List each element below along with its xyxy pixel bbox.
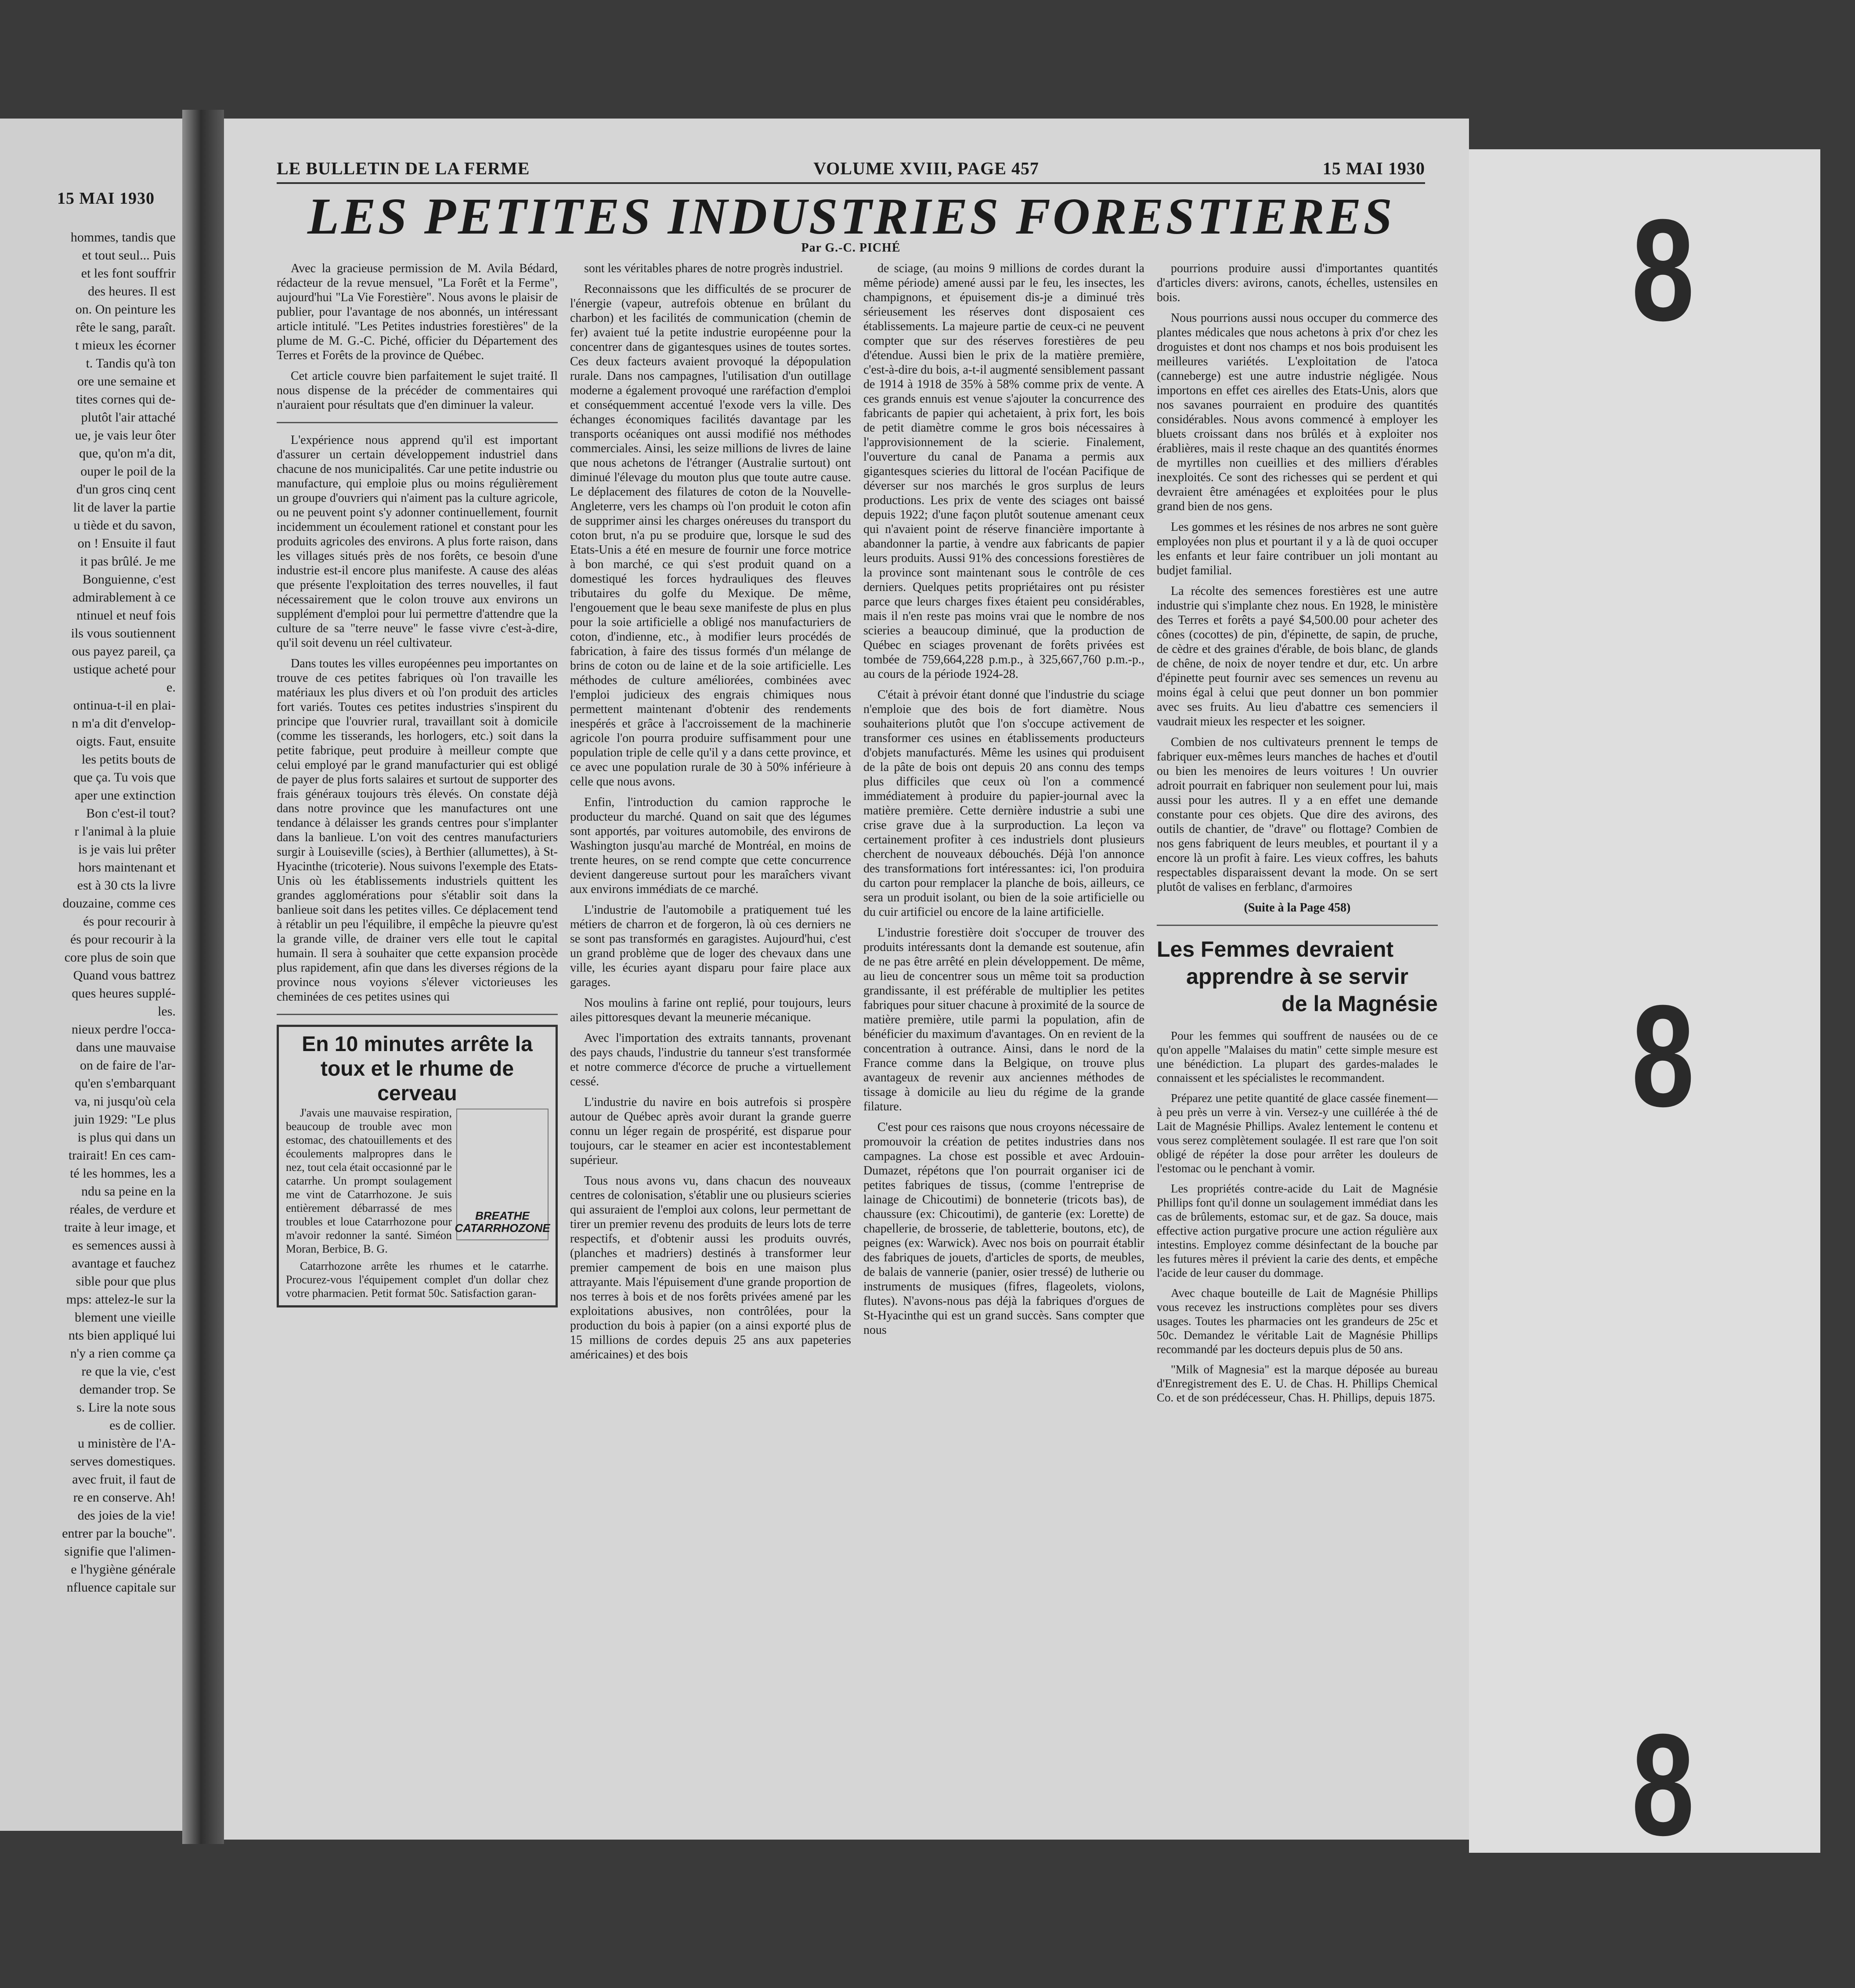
article-columns xyxy=(277,261,1438,1789)
previous-page-line: t mieux les écorner xyxy=(75,338,176,353)
article-title: LES PETITES INDUSTRIES FORESTIERES xyxy=(307,187,1395,245)
previous-page-line: u ministère de l'A- xyxy=(78,1436,176,1451)
previous-page-line: Bon c'est-il tout? xyxy=(86,806,176,821)
previous-page-line: on ! Ensuite il faut xyxy=(77,536,176,551)
magnesia-ad-paragraph: Les propriétés contre-acide du Lait de Magnésie Phillips font qu'il donne un soulagement immédiat dans les cas de brûlements, estomac sur, et de gaz. Sa douce, mais effective action purgative procure une action régulière aux intestins. Employez comme désinfectant de la bouche par les futures mères il prévient la carie des dents, et empêche l'acide de leur causer du dommage. xyxy=(1157,1181,1438,1279)
previous-page-line: ore une semaine et xyxy=(77,374,176,389)
previous-page-line: avantage et fauchez xyxy=(72,1256,176,1271)
previous-page-line: u tiède et du savon, xyxy=(73,518,176,533)
article-paragraph: L'industrie du navire en bois autrefois si prospère autour de Québec après avoir durant la grande guerre connu un léger regain de prospérité, est disparue pour toujours, car le steamer en acier est incontestablement supérieur. xyxy=(570,1095,851,1167)
magnesia-ad-paragraph: Pour les femmes qui souffrent de nausées ou de ce qu'on appelle "Malaises du matin" cette simple mesure est une bénédiction. La plupart des gardes-malades le connaissent et les spécialistes le recommandent. xyxy=(1157,1029,1438,1084)
previous-page-line: on. On peinture les xyxy=(75,302,176,317)
article-paragraph: Dans toutes les villes européennes peu importantes on trouve de ces petites fabriques où l'on travaille les matériaux les plus divers et où l'on produit des articles fort variés. Toutes ces petites industries s'inspirent du principe que l'ouvrier rural, travaillant soit à domicile (comme les tisserands, les horlogers, etc.) soit dans la petite fabrique, peut produire à meilleur compte que celui employé par le grand manufacturier qui est obligé de payer de plus forts salaires et surtout de supporter des frais généraux toujours très élevés. On constate déjà dans notre province que les manufactures ont une tendance à délaisser les grands centres pour s'implanter dans la banlieue. L'on voit des centres manufacturiers surgir à Louiseville (scies), à Berthier (allumettes), à St-Hyacinthe (tricoterie). Nous suivons l'exemple des Etats-Unis où les établissements industriels quittent les grandes agglomérations pour s'établir soit dans la banlieue soit dans les petites villes. Ce déplacement tend à rétablir un peu l'équilibre, il empêche la pieuvre qu'est la grande ville, de drainer vers elle tout le capital humain. Il sera à souhaiter que cette expansion procède plus rapidement, afin que dans les diverses régions de la province nous voyions s'élever victorieuses les cheminées de ces petites usines qui xyxy=(277,656,558,1004)
previous-page-line: signifie que l'alimen- xyxy=(64,1544,176,1559)
magnesia-advertisement xyxy=(1157,936,1438,1405)
previous-page-line: hommes, tandis que xyxy=(70,230,176,245)
article-paragraph: Cet article couvre bien parfaitement le sujet traité. Il nous dispense de la précéder de commentaires qui n'auraient pour résultats que d'en diminuer la valeur. xyxy=(277,369,558,412)
previous-page-line: dans une mauvaise xyxy=(76,1040,176,1055)
previous-page-line: s. Lire la note sous xyxy=(76,1400,176,1415)
previous-page-line: serves domestiques. xyxy=(70,1454,176,1469)
article-paragraph: L'industrie de l'automobile a pratiquement tué les métiers de charron et de forgeron, là où ces derniers ne se sont pas transformés en garagistes. Aujourd'hui, c'est un grand problème que de loger des chevaux dans une ville, les écuries ayant disparu pour faire place aux garages. xyxy=(570,903,851,989)
previous-page-line: avec fruit, il faut de xyxy=(72,1472,176,1487)
article-paragraph: pourrions produire aussi d'importantes quantités d'articles divers: avirons, canots, échelles, ustensiles en bois. xyxy=(1157,261,1438,304)
previous-page-line: aper une extinction xyxy=(75,788,176,803)
previous-page-text xyxy=(0,228,176,1596)
previous-page-line: ndu sa peine en la xyxy=(81,1184,176,1199)
previous-page-line: juin 1929: "Le plus xyxy=(74,1112,176,1127)
film-mark-top: 8 xyxy=(1631,189,1695,351)
article-paragraph: Tous nous avons vu, dans chacun des nouveaux centres de colonisation, s'établir une ou plusieurs scieries qui assuraient de l'emploi aux colons, leur permettant de tirer un premier revenu des produits de leurs lots de terre respectifs, et d'obtenir aussi les produits ouvrés, (planches et madriers) destinés à transformer leur premier campement de bois en une maison plus attrayante. Mais l'épuisement d'une grande proportion de nos terres à bois et de nos forêts privées amené par les exploitations abusives, non contrôlées, pour la production du bois à papier (on a ainsi exporté plus de 15 millions de cordes depuis 25 ans aux papeteries américaines) et des bois xyxy=(570,1174,851,1361)
previous-page-line: is je vais lui prêter xyxy=(78,842,176,857)
previous-page-line: traite à leur image, et xyxy=(64,1220,176,1235)
previous-page-line: nts bien appliqué lui xyxy=(68,1328,176,1343)
previous-page-line: qu'en s'embarquant xyxy=(75,1076,176,1091)
previous-page-line: mps: attelez-le sur la xyxy=(66,1292,176,1307)
previous-page-line: nieux perdre l'occa- xyxy=(72,1022,176,1037)
masthead-publication: LE BULLETIN DE LA FERME xyxy=(277,158,530,178)
magnesia-ad-paragraph: Préparez une petite quantité de glace cassée finement—à peu près un verre à vin. Versez-y une cuillérée à thé de Lait de Magnésie Phillips. Avalez lentement le contenu et vous serez complètement soulagée. Il est rare que l'on soit obligé de répéter la dose pour arrêter les douleurs de l'estomac ou le penchant à vomir. xyxy=(1157,1091,1438,1175)
divider xyxy=(1157,925,1438,926)
previous-page-line: entrer par la bouche". xyxy=(62,1526,176,1541)
catarrhozone-ad-testimonial: J'avais une mauvaise respiration, beaucoup de trouble avec mon estomac, des chatouillements et des écoulements malpropres dans le nez, tout cela était occasionné par le catarrhe. Un prompt soulagement me vint de Catarrhozone. Je suis entièrement débarrassé de mes troubles et loue Catarrhozone pour m'avoir redonner la santé. Siméon Moran, Berbice, B. G. xyxy=(286,1106,452,1255)
article-paragraph: Les gommes et les résines de nos arbres ne sont guère employées non plus et pourtant il y a là de quoi occuper les enfants et leur faire contribuer un joli montant au budjet familial. xyxy=(1157,520,1438,577)
catarrhozone-advertisement xyxy=(277,1025,558,1307)
previous-page-line: et tout seul... Puis xyxy=(82,248,176,263)
previous-page-line: té les hommes, les a xyxy=(70,1166,176,1181)
divider xyxy=(277,1014,558,1015)
book-spine xyxy=(182,110,224,1844)
previous-page-line: ontinua-t-il en plai- xyxy=(73,698,176,713)
previous-page-line: is plus qui dans un xyxy=(77,1130,176,1145)
portrait-illustration xyxy=(456,1109,549,1240)
magnesia-ad-title-line: de la Magnésie xyxy=(1281,991,1438,1016)
article-paragraph: de sciage, (au moins 9 millions de cordes durant la même période) amené aussi par le feu, les insectes, les champignons, et épuisement dis-je a diminué très sérieusement les réserves dont disposaient ces établissements. La majeure partie de ceux-ci ne peuvent compter que sur des réserves forestières de peu d'étendue. Aussi bien le prix de la matière première, c'est-à-dire du bois, a-t-il augmenté sensiblement passant de 1914 à 1918 de 35% à 58% comme prix de vente. A ces grands ennuis est venue s'ajouter la concurrence des fabricants de papier qui achetaient, à prix fort, les bois de petit diamètre comme le gros bois nécessaires à l'approvisionnement de la scierie. Finalement, l'ouverture du canal de Panama a permis aux gigantesques scieries du littoral de l'océan Pacifique de déverser sur nos marchés le gros surplus de leurs productions. Les prix de vente des sciages ont baissé depuis 1922; d'une façon plutôt soutenue amenant ceux qui n'avaient point de réserve financière importante à abandonner la partie, à vendre aux fabricants de papier leurs produits. Aussi 91% des concessions forestières de la province sont maintenant sous le contrôle de ces derniers. Quelques petits propriétaires ont pu résister parce que leurs charges fixes étaient peu considérables, mais il n'en reste pas moins vrai que le nombre de nos scieries a beaucoup diminué, que la production de Québec en sciages provenant de forêts privées est tombée de 759,664,228 p.m.p., à 325,667,760 p.m.-p., au cours de la période 1924-28. xyxy=(863,261,1144,681)
previous-page-line: ques heures supplé- xyxy=(72,986,176,1001)
previous-page-line: n'y a rien comme ça xyxy=(70,1346,176,1361)
illustration-caption: BREATHE CATARRHOZONE xyxy=(455,1209,550,1235)
previous-page-line: és pour recourir à la xyxy=(70,932,176,947)
magnesia-ad-title-line: apprendre à se servir xyxy=(1186,964,1408,989)
divider xyxy=(277,422,558,423)
previous-page-line: douzaine, comme ces xyxy=(62,896,176,911)
article-paragraph: L'expérience nous apprend qu'il est important d'assurer un certain développement industriel dans chacune de nos municipalités. Car une petite industrie ou manufacture, qui emploie plus ou moins régulièrement un groupe d'ouvriers qui n'aiment pas la culture agricole, ou ne peuvent point s'y adonner continuellement, fournit incidemment un écoulement rationel et constant pour les produits agricoles des environs. A plus forte raison, dans les villages situés près de nos forêts, ce besoin d'une industrie est-il encore plus manifeste. A cause des aléas que présente l'exploitation des terres nouvelles, il faut nécessairement que le colon trouve aux environs un supplément d'emploi pour lui permettre d'attendre que la culture de sa "terre neuve" le fasse vivre c'est-à-dire, qu'il soit devenu un réel cultivateur. xyxy=(277,433,558,650)
previous-page-line: tites cornes qui de- xyxy=(76,392,176,407)
catarrhozone-ad-title: En 10 minutes arrête la toux et le rhume de cerveau xyxy=(302,1032,533,1105)
film-target-board xyxy=(1469,149,1820,1866)
magnesia-ad-title xyxy=(1157,936,1438,1017)
previous-page-line: hors maintenant et xyxy=(78,860,176,875)
previous-page-line: t. Tandis qu'à ton xyxy=(86,356,176,371)
previous-page-line: lit de laver la partie xyxy=(73,500,176,515)
article-paragraph: Nous pourrions aussi nous occuper du commerce des plantes médicales que nous achetons à prix d'or chez les droguistes et dont nos champs et nos bois produisent les meilleures variétés. L'exploitation de l'atoca (canneberge) est une autre industrie négligée. Nous importons en effet ces airelles des Etats-Unis, alors que nos savanes pourraient en produire des quantités considérables. Nous avons commencé à employer les bluets croissant dans nos brûlés et à exploiter nos érablières, mais il reste chaque an des quantités énormes de myrtilles non cueillies et des milliers d'érables inexploités. Ce sont des richesses qui se perdent et qui devraient être aménagées et exploitées pour le plus grand bien de nos gens. xyxy=(1157,311,1438,513)
continued-notice: (Suite à la Page 458) xyxy=(1244,900,1351,915)
previous-page-line: plutôt l'air attaché xyxy=(81,410,176,425)
article-paragraph: L'industrie forestière doit s'occuper de trouver des produits intéressants dont la demande est soutenue, afin de ne pas être arrêté en plein développement. De même, au lieu de concentrer sous un même toit sa production grandissante, il est préférable de multiplier les petites fabriques pour situer chacune à proximité de la source de matière première, utile parmi la population, afin de bénéficier du maximum d'avantages. On en revient de la concentration à outrance. Ainsi, dans le nord de la France comme dans la Belgique, on trouve plus avantageux de revenir aux anciennes méthodes de tissage à domicile au lieu du régime de la grande filature. xyxy=(863,926,1144,1113)
previous-page-line: que ça. Tu vois que xyxy=(73,770,176,785)
previous-page-line: Bonguienne, c'est xyxy=(82,572,176,587)
magnesia-ad-paragraph: "Milk of Magnesia" est la marque déposée au bureau d'Enregistrement des E. U. de Chas. H. Phillips Chemical Co. et de son prédécesseur, Chas. H. Phillips, depuis 1875. xyxy=(1157,1362,1438,1404)
newspaper-page xyxy=(224,119,1469,1840)
magnesia-ad-title-line: Les Femmes devraient xyxy=(1157,936,1394,962)
previous-page-line: rête le sang, paraît. xyxy=(76,320,176,335)
previous-page-line: d'un gros cinq cent xyxy=(76,482,176,497)
article-paragraph: La récolte des semences forestières est une autre industrie qui s'implante chez nous. En 1928, le ministère des Terres et forêts a payé $4,500.00 pour acheter des cônes (cocottes) de pin, d'épinette, de sapin, de pruche, de cèdre et des graines d'érable, de bois blanc, de glands de chêne, de noix de noyer tendre et dur, etc. Un arbre d'épinette peut fournir avec ses semences un revenu au moins égal à celui que peut donner un bon pommier avec ses fruits. Au lieu d'abattre ces semenciers il vaudrait mieux les respecter et les soigner. xyxy=(1157,584,1438,728)
previous-page-line: admirablement à ce xyxy=(72,590,176,605)
previous-page-line: ils vous soutiennent xyxy=(71,626,176,641)
previous-page-line: es semences aussi à xyxy=(72,1238,176,1253)
previous-page-line: les. xyxy=(158,1004,176,1019)
article-paragraph: Reconnaissons que les difficultés de se procurer de l'énergie (vapeur, autrefois obtenue en brûlant du charbon) et les facilités de communication (chemin de fer) avaient tué la petite industrie européenne pour la concentrer dans de gigantesques usines de toutes sortes. Ces deux facteurs avaient provoqué la dépopulation rurale. Dans nos campagnes, l'utilisation d'un outillage moderne a également provoqué une raréfaction d'emploi et conséquemment accentué l'exode vers la ville. Des échanges économiques facilités davantage par les transports océaniques ont aussi modifié nos méthodes commerciales. Ainsi, les seize millions de livres de laine que nous achetons de l'étranger (Australie surtout) ont diminué l'élevage du mouton plus que toute autre cause. Le déplacement des filatures de coton de la Nouvelle-Angleterre, vers les champs où l'on produit le coton afin de supprimer ainsi les charges onéreuses du transport du coton brut, n'a pu se produire que, lorsque le sud des Etats-Unis a été en mesure de fournir une force motrice à bon marché, ce qui s'est produit quand on a domestiqué les forces hydrauliques des fleuves tributaires du golfe du Mexique. De même, l'engouement que le beau sexe manifeste de plus en plus pour la soie artificielle a obligé nos manufacturiers de coton, d'indienne, etc., à modifier leurs procédés de fabrication, à faire des tissus formés d'un mélange de brins de coton ou de laine et de la soie artificielle. Les méthodes de culture améliorées, combinées avec l'emploi judicieux des engrais chimiques nous permettent maintenant d'obtenir des rendements inespérés et grâce à l'accroissement de la machinerie agricole l'on pourra produire suffisamment pour une population triple de celle qu'il y a dans cette province, et ce avec une population rurale de 30 à 50% inférieure à celle que nous avons. xyxy=(570,282,851,789)
column-1 xyxy=(277,261,558,1789)
previous-page-line: va, ni jusqu'où cela xyxy=(74,1094,176,1109)
catarrhozone-ad-body xyxy=(286,1106,549,1300)
previous-page-line: est à 30 cts la livre xyxy=(77,878,176,893)
article-paragraph: Combien de nos cultivateurs prennent le temps de fabriquer eux-mêmes leurs manches de haches et d'outil ou bien les menoires de leurs voitures ! Un ouvrier adroit pourrait en fabriquer non seulement pour lui, mais aussi pour les autres. Il y a en effet une demande constante pour ces objets. Que dire des avirons, des outils de chantier, de "drave" ou flottage? Combien de nos gens fabriquent de leurs meubles, et pourtant il y a encore là un profit à faire. Les vieux coffres, les bahuts respectables disparaissent devant la mode. On se sert plutôt de valises en ferblanc, d'armoires xyxy=(1157,735,1438,894)
previous-page-line: e l'hygiène générale xyxy=(71,1562,176,1577)
previous-page-line: des joies de la vie! xyxy=(77,1508,176,1523)
previous-page-line: Quand vous battrez xyxy=(73,968,176,983)
column-2 xyxy=(570,261,851,1789)
column-3 xyxy=(863,261,1144,1789)
previous-page-line: es de collier. xyxy=(109,1418,176,1433)
previous-page-line: ue, je vais leur ôter xyxy=(75,428,176,443)
previous-page-line: e. xyxy=(166,680,176,695)
previous-page-line: ntinuel et neuf fois xyxy=(76,608,176,623)
previous-page-line: ustique acheté pour xyxy=(73,662,176,677)
film-mark-bottom: 8 xyxy=(1631,1703,1695,1866)
previous-page-line: it pas brûlé. Je me xyxy=(80,554,176,569)
article-byline: Par G.-C. PICHÉ xyxy=(801,241,901,255)
article-paragraph: Avec la gracieuse permission de M. Avila Bédard, rédacteur de la revue mensuel, "La Forêt et la Ferme", aujourd'hui "La Vie Forestière". Nous avons le plaisir de publier, pour l'avantage de nos abonnés, un intéressant article intitulé. "Les Petites industries forestières" de la plume de M. G.-C. Piché, officier du Département des Terres et Forêts de la province de Québec. xyxy=(277,261,558,362)
previous-page-line: trairait! En ces cam- xyxy=(68,1148,176,1163)
previous-page-line: demander trop. Se xyxy=(79,1382,176,1397)
column-4 xyxy=(1157,261,1438,1789)
previous-page-line: ous payez pareil, ça xyxy=(72,644,176,659)
previous-page-line: on de faire de l'ar- xyxy=(79,1058,176,1073)
previous-page-line: des heures. Il est xyxy=(88,284,176,299)
masthead xyxy=(277,158,1425,184)
previous-page-date: 15 MAI 1930 xyxy=(57,189,155,208)
article-paragraph: Avec l'importation des extraits tannants, provenant des pays chauds, l'industrie du tanneur s'est transformée et notre commerce d'écorce de pruche a virtuellement cessé. xyxy=(570,1031,851,1088)
previous-page-line: blement une vieille xyxy=(75,1310,176,1325)
previous-page-line: ouper le poil de la xyxy=(80,464,176,479)
previous-page-line: nfluence capitale sur xyxy=(66,1580,176,1595)
magnesia-ad-paragraph: Avec chaque bouteille de Lait de Magnésie Phillips vous recevez les instructions complètes pour ses divers usages. Toutes les pharmacies ont les grandeurs de 25c et 50c. Demandez le véritable Lait de Magnésie Phillips recommandé par les docteurs depuis plus de 50 ans. xyxy=(1157,1286,1438,1356)
previous-page-line: r l'animal à la pluie xyxy=(74,824,176,839)
masthead-volume: VOLUME XVIII, PAGE 457 xyxy=(813,158,1039,178)
previous-page-line: réales, de verdure et xyxy=(69,1202,176,1217)
previous-page-line: n m'a dit d'envelop- xyxy=(72,716,176,731)
previous-page-line: re en conserve. Ah! xyxy=(73,1490,176,1505)
previous-page-line: oigts. Faut, ensuite xyxy=(76,734,176,749)
previous-page-strip xyxy=(0,119,182,1831)
article-paragraph: C'est pour ces raisons que nous croyons nécessaire de promouvoir la création de petites industries dans nos campagnes. La chose est possible et avec Ardouin-Dumazet, répétons que l'on pourrait organiser ici de petites fabriques de tissus, (comme l'entreprise de lainage de Chicoutimi) de bonneterie (tricots bas), de chaussure (ex: Chicoutimi), de ganterie (ex: Lorette) de chapellerie, de brosserie, de tabletterie, boutons, etc), de peignes (ex: Warwick). Avec nos bois on pourrait établir des fabriques de jouets, d'articles de sports, de meubles, de balais de vannerie (panier, osier tressé) de lutherie ou instruments de musiques (fifres, flageolets, violons, flutes). N'avons-nous pas déjà la fabriques d'orgues de St-Hyacinthe qui est un grand succès. Sans compter que nous xyxy=(863,1120,1144,1337)
film-mark-middle: 8 xyxy=(1631,975,1695,1137)
previous-page-line: és pour recourir à xyxy=(83,914,176,929)
catarrhozone-ad-offer: Catarrhozone arrête les rhumes et le catarrhe. Procurez-vous l'équipement complet d'un dollar chez votre pharmacien. Petit format 50c. Satisfaction garan- xyxy=(286,1259,549,1300)
previous-page-line: que, qu'on m'a dit, xyxy=(79,446,176,461)
previous-page-line: sible pour que plus xyxy=(76,1274,176,1289)
article-paragraph: Enfin, l'introduction du camion rapproche le producteur du marché. Quand on sait que des légumes sont apportés, par voitures automobile, des environs de Washington jusqu'au marché de Montréal, en moins de trente heures, on se rend compte que cette concurrence devient dangereuse surtout pour les maraîchers vivant aux environs immédiats de ce marché. xyxy=(570,795,851,896)
previous-page-line: les petits bouts de xyxy=(81,752,176,767)
article-paragraph: Nos moulins à farine ont replié, pour toujours, leurs ailes pittoresques devant la meunerie mécanique. xyxy=(570,996,851,1024)
previous-page-line: et les font souffrir xyxy=(81,266,176,281)
previous-page-line: core plus de soin que xyxy=(64,950,176,965)
article-paragraph: C'était à prévoir étant donné que l'industrie du sciage n'emploie que des bois de fort diamètre. Nous souhaiterions plutôt que l'on s'occupe activement de transformer ces usines en établissements producteurs d'objets manufacturés. Même les usines qui produisent de la pâte de bois ont depuis 20 ans connu des temps plus difficiles que ceux où l'on a commencé immédiatement à produire du papier-journal avec la matière première. Cette dernière industrie a subi une crise grave due à la surproduction. La leçon va certainement profiter à ces industriels dont plusieurs cherchent de nouveaux débouchés. Déjà l'on annonce des transformations fort intéressantes: ici, l'on produira du carton pour remplacer la planche de bois, ailleurs, ce sera un produit isolant, ou bien de la soie artificielle ou du cuir artificiel ou encore de la laine artificielle. xyxy=(863,688,1144,919)
article-paragraph: sont les véritables phares de notre progrès industriel. xyxy=(584,261,843,275)
previous-page-line: re que la vie, c'est xyxy=(81,1364,176,1379)
masthead-date: 15 MAI 1930 xyxy=(1322,158,1425,178)
